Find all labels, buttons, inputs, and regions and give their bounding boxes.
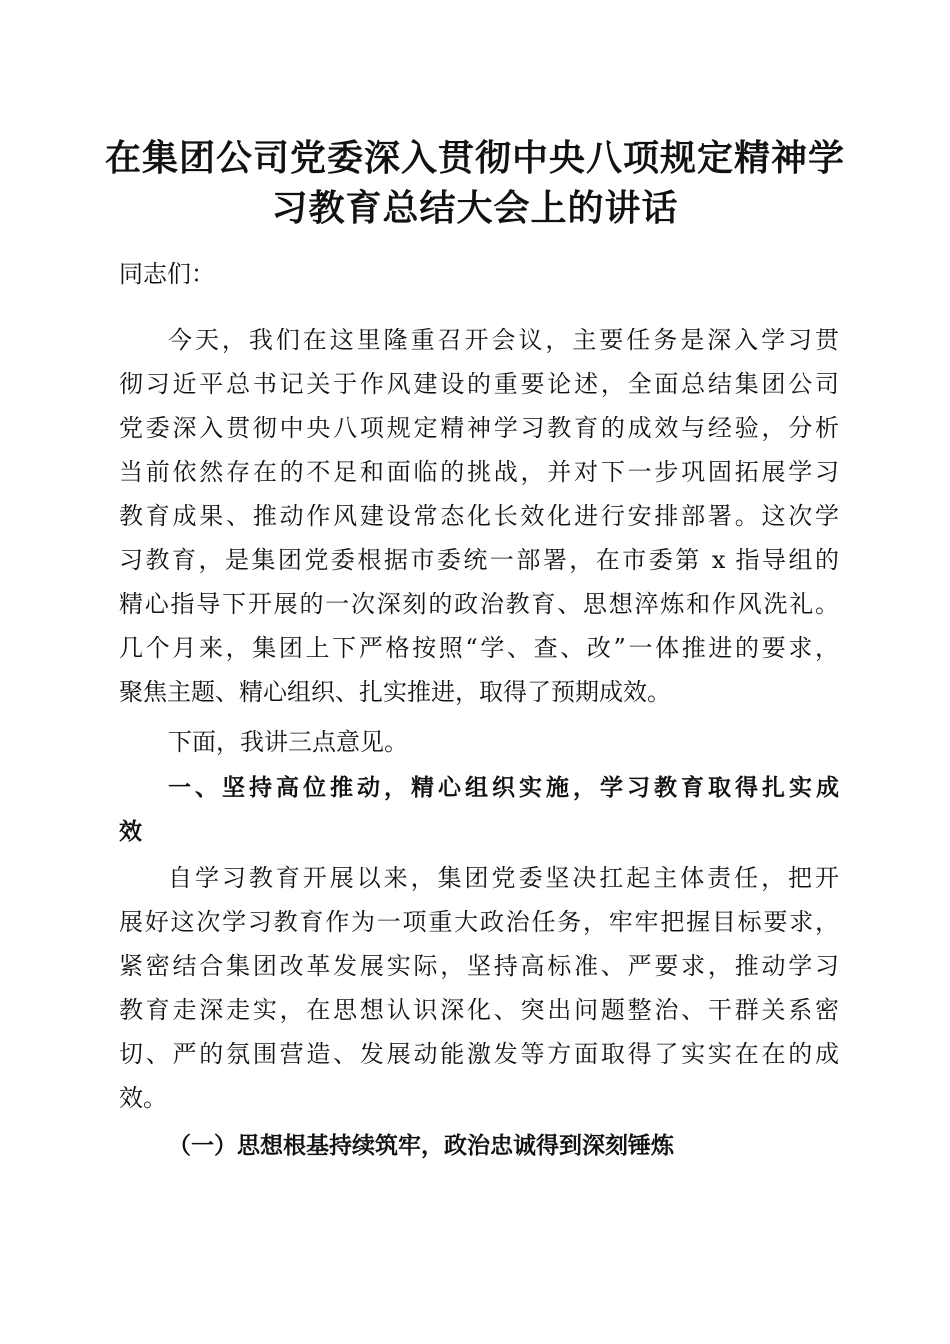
section-1-heading-line: 一、坚持高位推动，精心组织实施，学习教育取得扎实成 — [168, 775, 839, 801]
document-title-line-2: 习教育总结大会上的讲话 — [271, 187, 679, 229]
intro-paragraph-line: 精心指导下开展的一次深刻的政治教育、思想淬炼和作风洗礼。 — [119, 590, 839, 618]
transition-sentence: 下面，我讲三点意见。 — [168, 728, 408, 756]
intro-paragraph-line: 党委深入贯彻中央八项规定精神学习教育的成效与经验，分析 — [119, 414, 839, 442]
intro-paragraph-line: 当前依然存在的不足和面临的挑战，并对下一步巩固拓展学习 — [119, 458, 839, 486]
intro-paragraph-line: 习教育，是集团党委根据市委统一部署，在市委第 x 指导组的 — [119, 546, 839, 574]
intro-paragraph-line: 聚焦主题、精心组织、扎实推进，取得了预期成效。 — [119, 678, 671, 706]
section-1-paragraph-line: 自学习教育开展以来，集团党委坚决扛起主体责任，把开 — [168, 864, 839, 892]
salutation: 同志们： — [119, 260, 215, 288]
intro-paragraph-line: 彻习近平总书记关于作风建设的重要论述，全面总结集团公司 — [119, 370, 839, 398]
section-1-heading-line: 效 — [119, 819, 142, 845]
section-1-paragraph-line: 效。 — [119, 1084, 167, 1112]
section-1-paragraph-line: 展好这次学习教育作为一项重大政治任务，牢牢把握目标要求， — [119, 908, 839, 936]
section-1-paragraph-line: 切、严的氛围营造、发展动能激发等方面取得了实实在在的成 — [119, 1040, 839, 1068]
section-1-paragraph-line: 紧密结合集团改革发展实际，坚持高标准、严要求，推动学习 — [119, 952, 839, 980]
document-title-line-1: 在集团公司党委深入贯彻中央八项规定精神学 — [104, 137, 845, 179]
section-1-paragraph-line: 教育走深走实，在思想认识深化、突出问题整治、干群关系密 — [119, 996, 839, 1024]
intro-paragraph-line: 几个月来，集团上下严格按照“学、查、改”一体推进的要求， — [119, 634, 839, 662]
subsection-1-heading: （一）思想根基持续筑牢，政治忠诚得到深刻锤炼 — [168, 1132, 674, 1159]
intro-paragraph-line: 今天，我们在这里隆重召开会议，主要任务是深入学习贯 — [168, 326, 839, 354]
intro-paragraph-line: 教育成果、推动作风建设常态化长效化进行安排部署。这次学 — [119, 502, 839, 530]
